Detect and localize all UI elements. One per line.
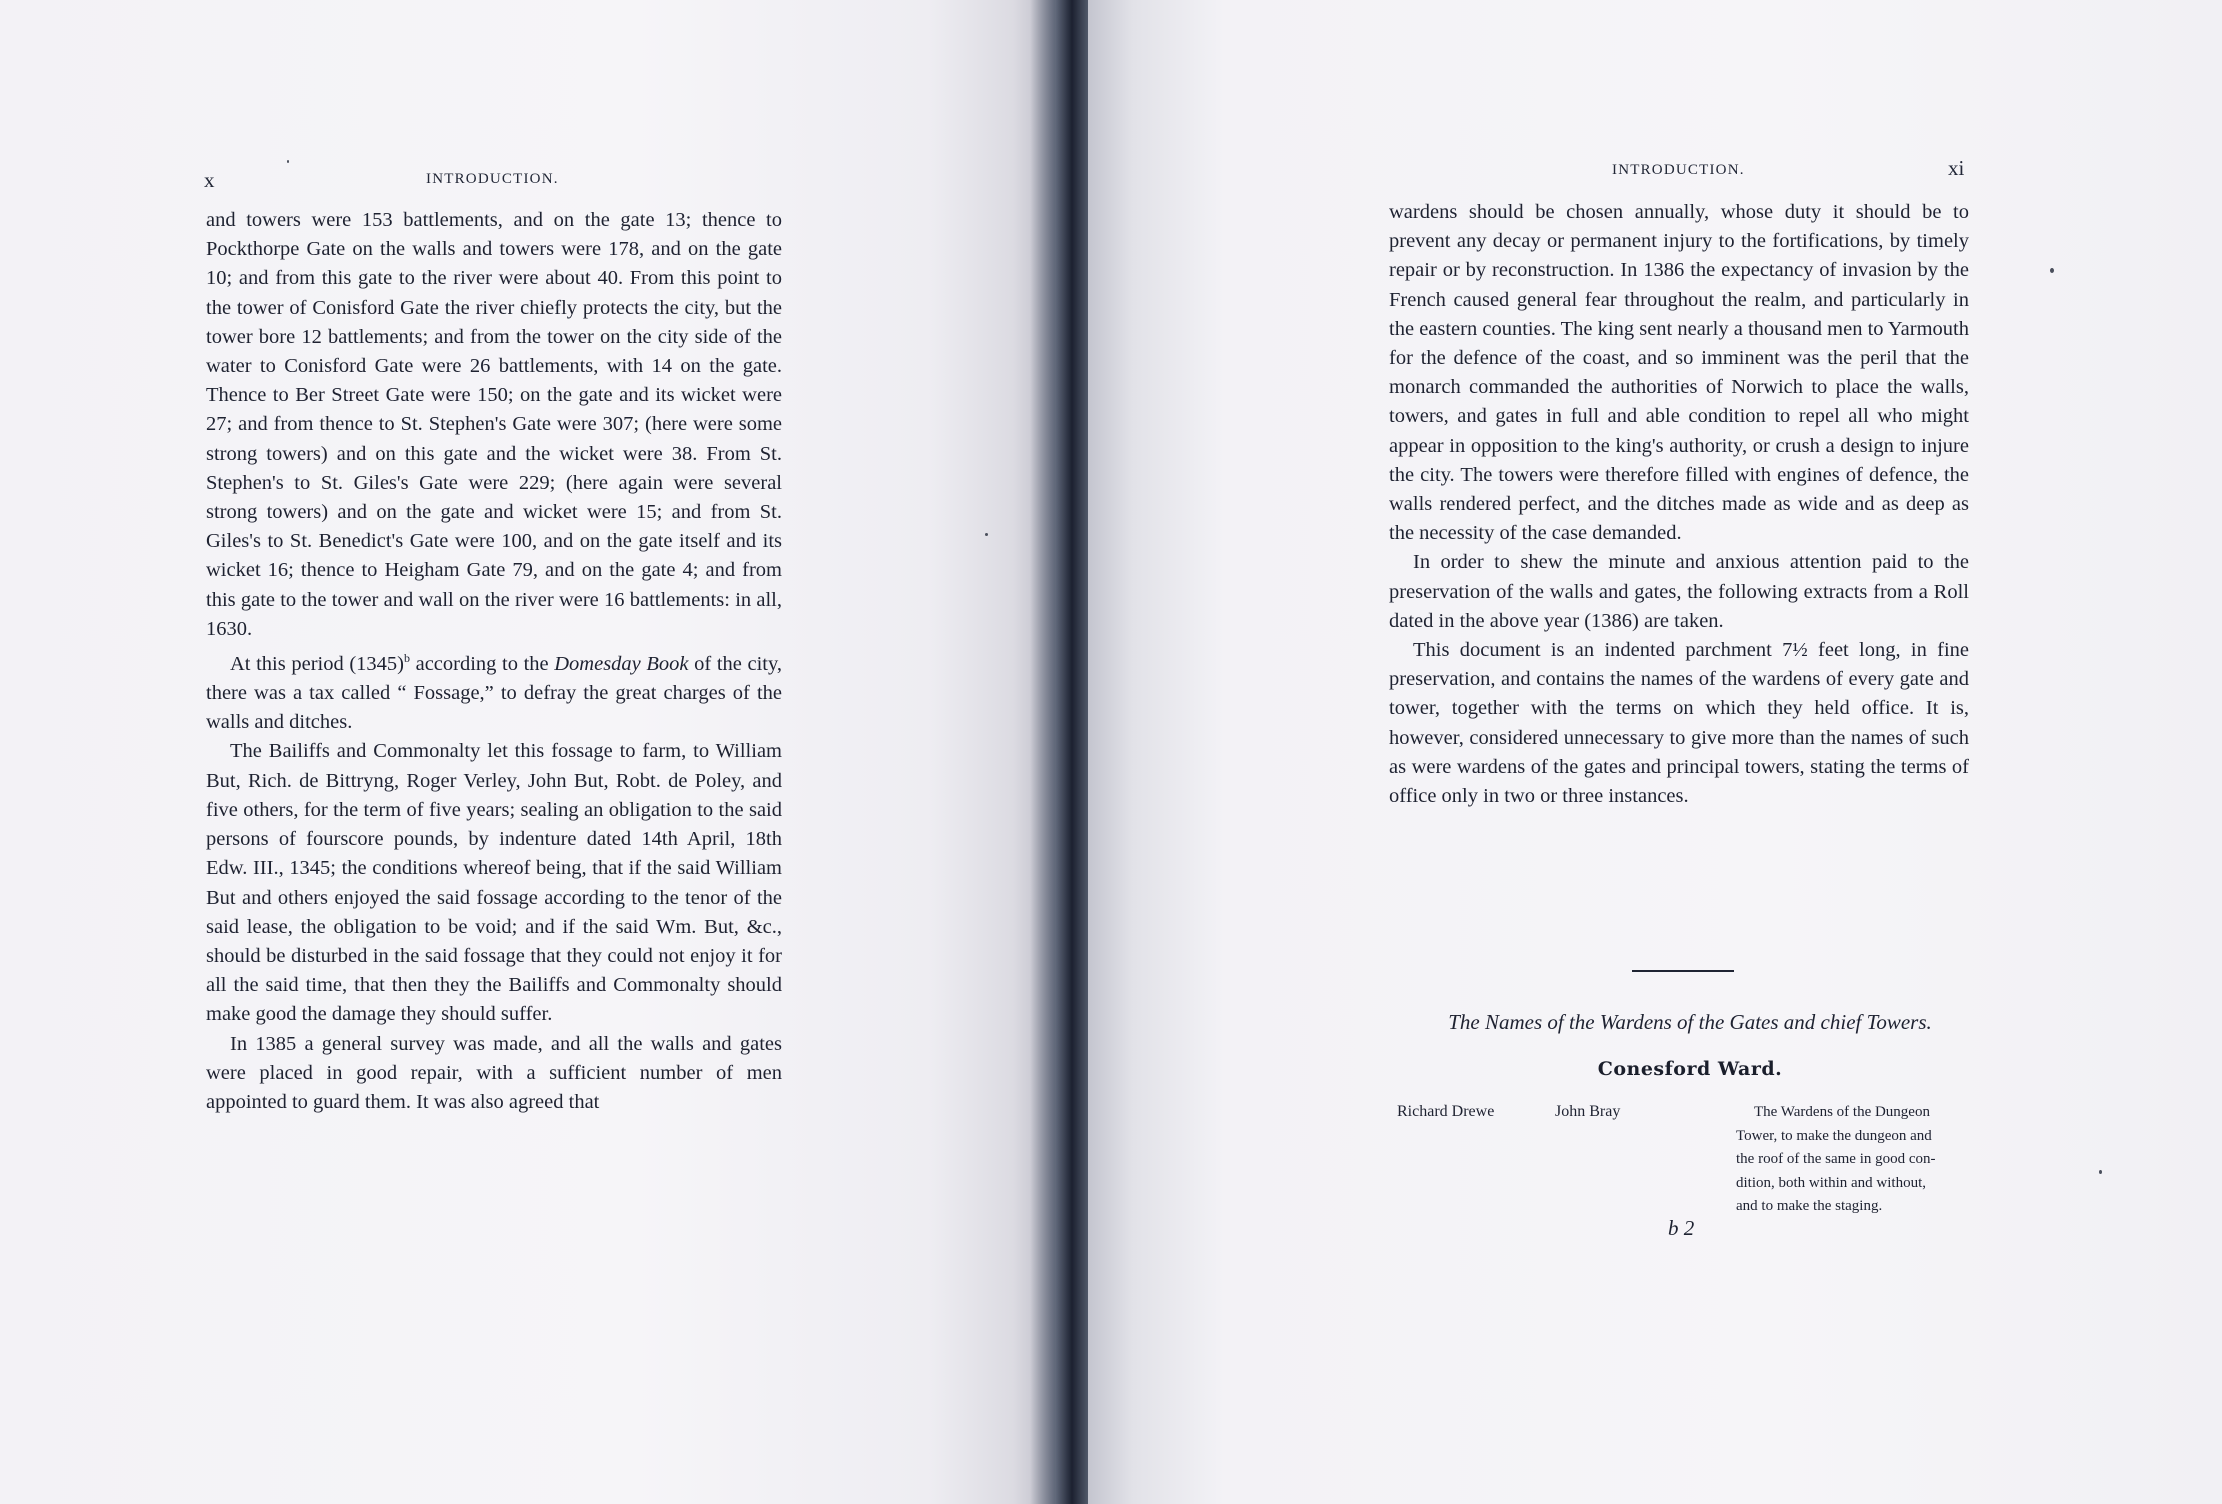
- paragraph-battlements: and towers were 153 battlements, and on the gate 13; thence to Pockthorpe Gate on the walls and towers were 178, and on the gate 10; and from this gate to the river were about 40. From this point to the tower of Conisford Gate the river chiefly protects the city, but the tower bore 12 battlements; and from the tower on the city side of the water to Conisford Gate were 26 battlements, with 14 on the gate. Thence to Ber Street Gate were 150; on the gate and its wicket were 27; and from thence to St. Stephen's Gate were 307; (here were some strong towers) and on this gate and the wicket were 38. From St. Stephen's to St. Giles's Gate were 229; (here again were several strong towers) and on the gate and wicket were 15; and from St. Giles's to St. Benedict's Gate were 100, and on the gate itself and its wicket 16; thence to Heigham Gate 79, and on the gate 4; and from this gate to the tower and wall on the river were 16 battlements: in all, 1630.: [206, 209, 782, 640]
- left-page: [0, 0, 1055, 1504]
- right-page-number: xi: [1948, 156, 1965, 180]
- duty-line: Tower, to make the dungeon and: [1736, 1127, 1932, 1144]
- right-running-head: INTRODUCTION.: [1612, 162, 1745, 178]
- paragraph-roll-1386: In order to shew the minute and anxious attention paid to the preservation of the walls and gates, the following extracts from a Roll dated in the above year (1386) are taken.: [1389, 551, 1969, 632]
- left-page-number: x: [204, 168, 215, 192]
- fossage-text-middle: according to the: [409, 652, 555, 675]
- right-text-column: [1389, 198, 1969, 811]
- paper-speck: [2050, 268, 2054, 273]
- duty-line: The Wardens of the Dungeon: [1754, 1104, 1930, 1120]
- paragraph-fossage: [206, 644, 782, 737]
- left-text-column: [206, 206, 782, 1117]
- paragraph-wardens: wardens should be chosen annually, whose duty it should be to prevent any decay or permanent injury to the fortifications, by timely repair or by reconstruction. In 1386 the expectancy of invasion by the French caused general fear throughout the realm, and particularly in the eastern counties. The king sent nearly a thousand men to Yarmouth for the defence of the coast, and so imminent was the peril that the monarch commanded the authorities of Norwich to place the walls, towers, and gates in full and able condition to repel all who might appear in opposition to the king's authority, or crush a design to injure the city. The towers were therefore filled with engines of defence, the walls rendered perfect, and the ditches made as wide and as deep as the necessity of the case demanded.: [1389, 201, 1969, 545]
- domesday-book-title: Domesday Book: [554, 652, 689, 675]
- paper-speck: [985, 533, 988, 536]
- paper-speck: [287, 160, 289, 163]
- warden-duty-note: [1736, 1101, 1972, 1219]
- paragraph-survey-1385: In 1385 a general survey was made, and all the walls and gates were placed in good repair, with a sufficient number of men appointed to guard them. It was also agreed that: [206, 1032, 782, 1113]
- duty-line: and to make the staging.: [1736, 1198, 1883, 1214]
- left-running-head: INTRODUCTION.: [426, 171, 559, 187]
- duty-line: dition, both within and without,: [1736, 1174, 1926, 1191]
- warden-name: Richard Drewe: [1397, 1103, 1495, 1120]
- section-rule: [1632, 970, 1734, 972]
- ward-heading: Conesford Ward.: [1597, 1058, 1783, 1080]
- duty-line: the roof of the same in good con-: [1736, 1151, 1936, 1167]
- warden-name: John Bray: [1555, 1103, 1621, 1120]
- fossage-text-after: of the city, there was a tax called “ Fossage,” to defray the great charges of the walls and ditches.: [206, 652, 783, 734]
- fossage-text-before: At this period (1345): [230, 652, 404, 675]
- paragraph-bailiffs: The Bailiffs and Commonalty let this fossage to farm, to William But, Rich. de Bittryng, Roger Verley, John But, Robt. de Poley, and five others, for the term of five years; sealing an obligation to the said persons of fourscore pounds, by indenture dated 14th April, 18th Edw. III., 1345; the conditions whereof being, that if the said William But and others enjoyed the said fossage according to the tenor of the said lease, the obligation to be void; and if the said Wm. But, &c., should be disturbed in the said fossage that they could not enjoy it for all the said time, that then they the Bailiffs and Commonalty should make good the damage they should suffer.: [206, 740, 782, 1026]
- footnote-marker: b: [403, 651, 410, 666]
- paragraph-parchment: This document is an indented parchment 7½ feet long, in fine preservation, and contains the names of the wardens of every gate and tower, together with the terms on which they held office. It is, however, considered unnecessary to give more than the names of such as were wardens of the gates and principal towers, stating the terms of office only in two or three instances.: [1389, 639, 1969, 808]
- signature-mark: b 2: [1668, 1216, 1695, 1240]
- paper-speck: [2099, 1170, 2102, 1174]
- wardens-list-title: The Names of the Wardens of the Gates and chief Towers.: [1448, 1010, 1932, 1034]
